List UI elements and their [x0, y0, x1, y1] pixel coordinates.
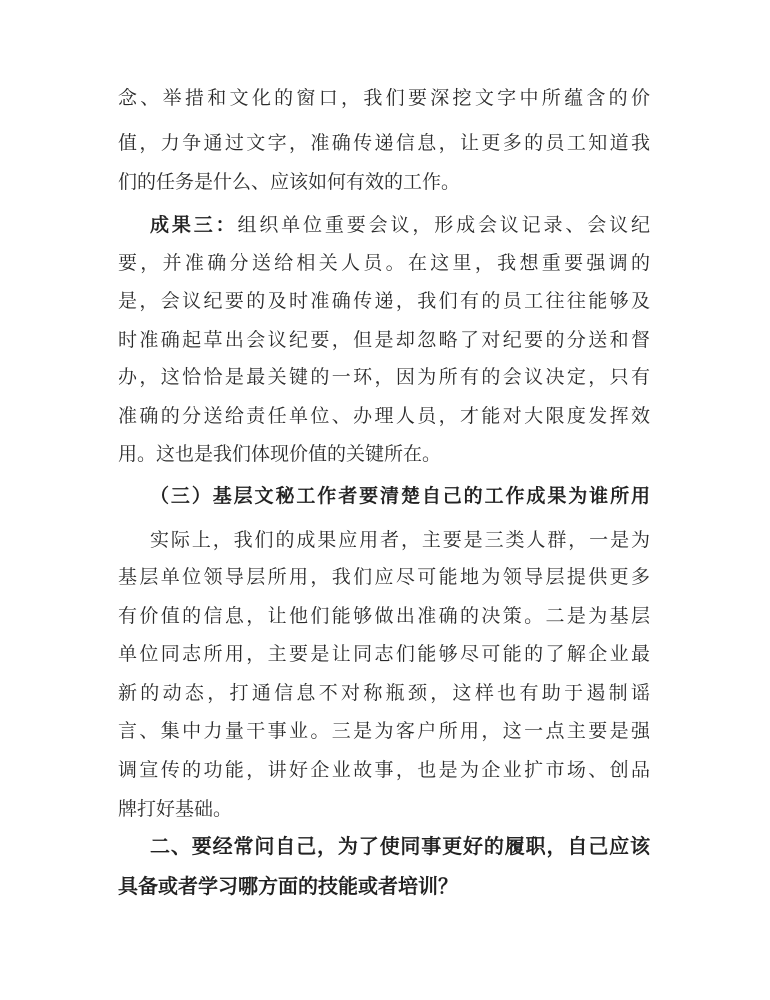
paragraph-line: 言、集中力量干事业。三是为客户所用，这一点主要是强 [118, 720, 650, 742]
paragraph-line: 调宣传的功能，讲好企业故事，也是为企业扩市场、创品 [118, 759, 650, 781]
paragraph-line: 值，力争通过文字，准确传递信息，让更多的员工知道我 [118, 132, 650, 154]
paragraph-line: 新的动态，打通信息不对称瓶颈，这样也有助于遏制谣 [118, 682, 650, 704]
chapter-heading: 二、要经常问自己，为了使同事更好的履职，自己应该 [150, 834, 650, 858]
chapter-heading: 具备或者学习哪方面的技能或者培训？ [118, 874, 458, 898]
paragraph-line: 实际上，我们的成果应用者，主要是三类人群，一是为 [150, 529, 650, 551]
paragraph-text: 组织单位重要会议，形成会议记录、会议纪 [237, 214, 650, 236]
paragraph-line: 单位同志所用，主要是让同志们能够尽可能的了解企业最 [118, 643, 650, 665]
paragraph-line: 牌打好基础。 [118, 798, 233, 820]
paragraph-line: 时准确起草出会议纪要，但是却忽略了对纪要的分送和督 [118, 329, 650, 351]
paragraph-line: 准确的分送给责任单位、办理人员，才能对大限度发挥效 [118, 405, 650, 427]
paragraph-line: 用。这也是我们体现价值的关键所在。 [118, 443, 442, 465]
section-heading: （三）基层文秘工作者要清楚自己的工作成果为谁所用 [150, 485, 650, 507]
paragraph-line: 基层单位领导层所用，我们应尽可能地为领导层提供更多 [118, 566, 650, 588]
paragraph-line: 要，并准确分送给相关人员。在这里，我想重要强调的 [118, 252, 650, 274]
paragraph-line: 办，这恰恰是最关键的一环，因为所有的会议决定，只有 [118, 366, 650, 388]
paragraph-line [150, 205, 650, 245]
result-label: 成果三： [150, 214, 238, 236]
paragraph-line: 们的任务是什么、应该如何有效的工作。 [118, 171, 461, 193]
paragraph-line: 念、举措和文化的窗口，我们要深挖文字中所蕴含的价 [118, 87, 650, 109]
paragraph-line: 是，会议纪要的及时准确传递，我们有的员工往往能够及 [118, 290, 650, 312]
paragraph-line: 有价值的信息，让他们能够做出准确的决策。二是为基层 [118, 605, 650, 627]
